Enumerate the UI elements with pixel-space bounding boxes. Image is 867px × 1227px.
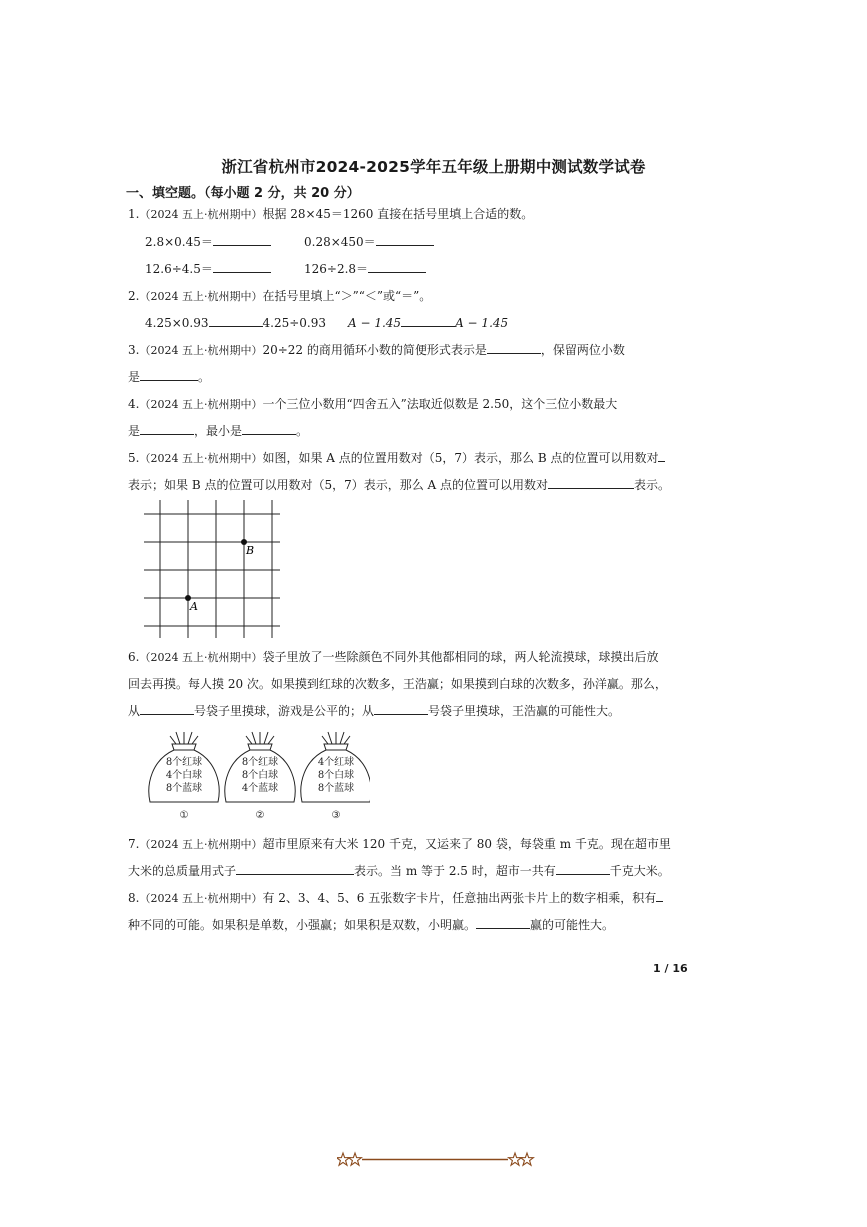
question-number: 1.: [128, 207, 140, 221]
question-3-cont: [128, 369, 210, 385]
page-number: 1 / 16: [653, 962, 688, 975]
question-6-cont: [128, 676, 667, 692]
star-icon: [349, 1153, 362, 1165]
question-number: 4.: [128, 397, 140, 411]
question-text: 千克大米。: [609, 864, 670, 878]
q1-row-1b: [304, 234, 434, 250]
bag-1-label: ①: [179, 810, 189, 821]
question-text: 根据 28×45＝1260 直接在括号里填上合适的数。: [262, 207, 534, 221]
answer-blank[interactable]: [209, 315, 263, 327]
bag-2-line-1: 8个红球: [241, 757, 279, 768]
bag-3-line-3: 8个蓝球: [317, 783, 355, 794]
question-number: 5.: [128, 451, 140, 465]
answer-blank[interactable]: [242, 423, 296, 435]
question-text: 号袋子里摸球，王浩赢的可能性大。: [428, 704, 621, 718]
q1-row-2: [145, 261, 271, 277]
question-text: 超市里原来有大米 120 千克，又运来了 80 袋，每袋重 m 千克。现在超市里: [262, 837, 671, 851]
answer-blank[interactable]: [548, 477, 634, 489]
question-text: 赢的可能性大。: [530, 918, 615, 932]
answer-blank[interactable]: [487, 342, 541, 354]
footer-ornament: [337, 1150, 537, 1170]
q2-expr-a: 4.25×0.93: [145, 316, 209, 330]
question-tag: （2024 五上·杭州期中）: [139, 651, 263, 664]
question-text: 。: [296, 424, 309, 438]
question-7: [128, 836, 671, 853]
question-number: 8.: [128, 891, 140, 905]
answer-blank[interactable]: [556, 863, 610, 875]
answer-blank[interactable]: [376, 234, 434, 246]
star-icon: [337, 1153, 349, 1165]
label-b: B: [246, 544, 255, 557]
q1-expr-c: 12.6÷4.5＝: [145, 262, 213, 276]
question-tag: （2024 五上·杭州期中）: [139, 838, 263, 851]
question-text: 。: [198, 370, 211, 384]
bag-1-line-1: 8个红球: [165, 757, 203, 768]
answer-blank[interactable]: [140, 703, 194, 715]
question-tag: （2024 五上·杭州期中）: [139, 892, 263, 905]
q1-row-2b: [304, 261, 426, 277]
q2-expr-c: A − 1.45: [348, 316, 402, 330]
answer-blank[interactable]: [658, 450, 665, 462]
answer-blank[interactable]: [401, 315, 455, 327]
answer-blank[interactable]: [656, 890, 663, 902]
answer-blank[interactable]: [236, 863, 354, 875]
q2-row-b: [348, 315, 508, 331]
question-4: [128, 396, 617, 413]
question-tag: （2024 五上·杭州期中）: [139, 398, 263, 411]
question-text: 20÷22 的商用循环小数的简便形式表示是: [262, 343, 487, 357]
answer-blank[interactable]: [140, 423, 194, 435]
question-text: 如图，如果 A 点的位置用数对（5，7）表示，那么 B 点的位置可以用数对: [262, 451, 659, 465]
bag-2-line-3: 4个蓝球: [241, 783, 279, 794]
bag-2-line-2: 8个白球: [241, 770, 279, 781]
bag-1-line-3: 8个蓝球: [165, 783, 203, 794]
question-8: [128, 890, 663, 907]
question-text: ，保留两位小数: [540, 343, 625, 357]
q1-expr-a: 2.8×0.45＝: [145, 235, 213, 249]
bag-3-line-2: 8个白球: [317, 770, 355, 781]
answer-blank[interactable]: [213, 234, 271, 246]
question-6: [128, 649, 658, 666]
coordinate-grid: [144, 500, 284, 640]
question-text: 在括号里填上“＞”“＜”或“＝”。: [262, 289, 432, 303]
ball-bags-figure: [140, 728, 370, 822]
question-tag: （2024 五上·杭州期中）: [139, 344, 263, 357]
question-number: 6.: [128, 650, 140, 664]
question-number: 3.: [128, 343, 140, 357]
answer-blank[interactable]: [476, 917, 530, 929]
question-text: 有 2、3、4、5、6 五张数字卡片，任意抽出两张卡片上的数字相乘，积有: [262, 891, 657, 905]
question-text: 表示。当 m 等于 2.5 时，超市一共有: [354, 864, 556, 878]
q2-expr-b: 4.25÷0.93: [262, 316, 326, 330]
page-title: 浙江省杭州市2024-2025学年五年级上册期中测试数学试卷: [221, 158, 646, 176]
question-2: [128, 288, 431, 305]
question-number: 7.: [128, 837, 140, 851]
question-text: 一个三位小数用“四舍五入”法取近似数是 2.50，这个三位小数最大: [262, 397, 618, 411]
question-4-cont: [128, 423, 308, 439]
answer-blank[interactable]: [140, 369, 198, 381]
question-text: 表示；如果 B 点的位置可以用数对（5，7）表示，那么 A 点的位置可以用数对: [128, 478, 549, 492]
question-tag: （2024 五上·杭州期中）: [139, 290, 263, 303]
bag-1-line-2: 4个白球: [165, 770, 203, 781]
answer-blank[interactable]: [374, 703, 428, 715]
question-text: 是: [128, 370, 141, 384]
question-1: [128, 206, 533, 223]
q1-expr-d: 126÷2.8＝: [304, 262, 369, 276]
question-8-cont: [128, 917, 614, 933]
question-3: [128, 342, 625, 359]
question-text: ，最小是: [194, 424, 243, 438]
question-5: [128, 450, 665, 467]
star-icon: [521, 1153, 534, 1165]
q2-row: [145, 315, 326, 331]
question-tag: （2024 五上·杭州期中）: [139, 452, 263, 465]
question-text: 袋子里放了一些除颜色不同外其他都相同的球，两人轮流摸球，球摸出后放: [262, 650, 659, 664]
q2-expr-d: A − 1.45: [455, 316, 509, 330]
question-text: 号袋子里摸球，游戏是公平的；从: [194, 704, 375, 718]
question-text: 表示。: [634, 478, 671, 492]
bag-3-line-1: 4个红球: [317, 757, 355, 768]
section-heading: 一、填空题。（每小题 2 分，共 20 分）: [126, 186, 360, 201]
q1-expr-b: 0.28×450＝: [304, 235, 376, 249]
bag-3-label: ③: [331, 810, 341, 821]
star-icon: [509, 1153, 522, 1165]
question-text: 从: [128, 704, 141, 718]
q1-row-1: [145, 234, 271, 250]
question-6-cont2: [128, 703, 620, 719]
question-7-cont: [128, 863, 670, 879]
question-text: 大米的总质量用式子: [128, 864, 237, 878]
answer-blank[interactable]: [368, 261, 426, 273]
question-text: 种不同的可能。如果积是单数，小强赢；如果积是双数，小明赢。: [128, 918, 477, 932]
bag-2-label: ②: [255, 810, 265, 821]
label-a: A: [190, 600, 198, 613]
question-text: 是: [128, 424, 141, 438]
question-tag: （2024 五上·杭州期中）: [139, 208, 263, 221]
question-text: 回去再摸。每人摸 20 次。如果摸到红球的次数多，王浩赢；如果摸到白球的次数多，孙洋赢。那么，: [128, 677, 667, 691]
question-number: 2.: [128, 289, 140, 303]
question-5-cont: [128, 477, 670, 493]
answer-blank[interactable]: [213, 261, 271, 273]
